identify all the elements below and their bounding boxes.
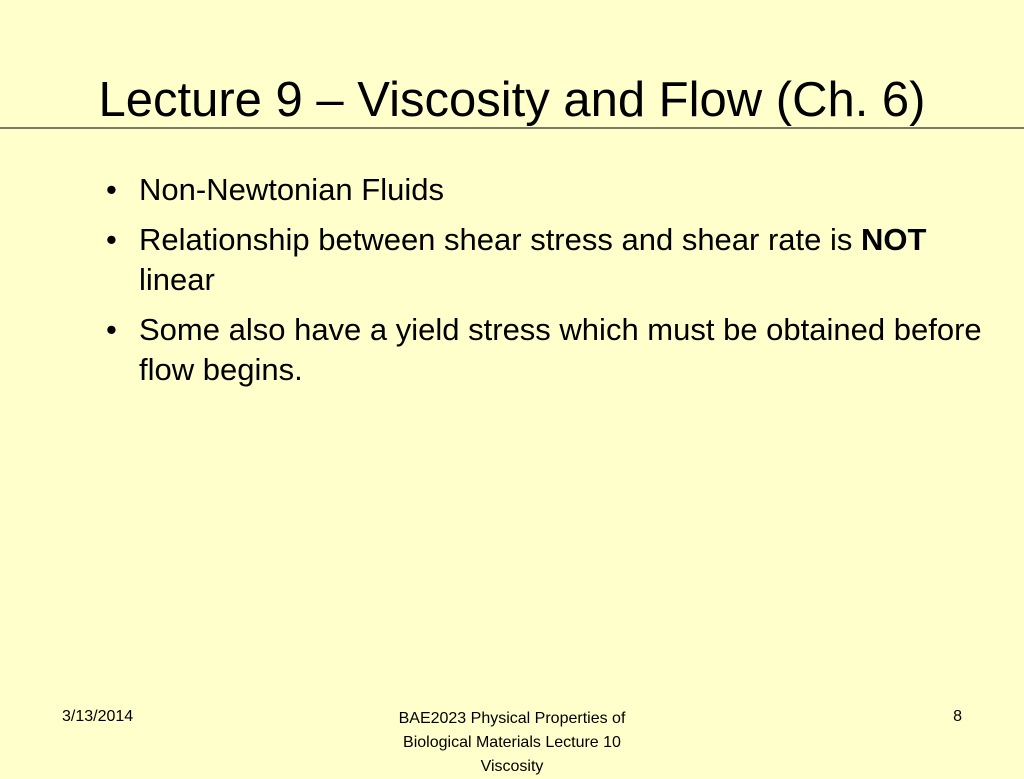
page-number: 8 (953, 708, 962, 725)
bullet-text: Non-Newtonian Fluids (139, 172, 444, 207)
bullet-emphasis: NOT (861, 222, 927, 257)
bullet-text-before: Relationship between shear stress and shear rate is (139, 222, 862, 257)
footer-date: 3/13/2014 (62, 708, 134, 725)
bullet-list (106, 170, 986, 400)
bullet-icon: • (106, 312, 117, 347)
bullet-text (139, 222, 926, 297)
footer-course-line: Biological Materials Lecture 10 (403, 734, 621, 751)
slide-title: Lecture 9 – Viscosity and Flow (Ch. 6) (98, 73, 926, 127)
footer-course-line: BAE2023 Physical Properties of (398, 710, 626, 727)
bullet-text: Some also have a yield stress which must be obtained before flow begins. (139, 312, 982, 387)
bullet-icon: • (106, 172, 117, 207)
bullet-text-after: linear (139, 262, 215, 297)
footer-course-title (342, 707, 682, 779)
bullet-item (106, 220, 986, 300)
bullet-item (106, 310, 986, 390)
bullet-icon: • (106, 222, 117, 257)
title-divider (0, 127, 1024, 129)
bullet-item (106, 170, 986, 210)
footer-course-line: Viscosity (480, 758, 544, 775)
